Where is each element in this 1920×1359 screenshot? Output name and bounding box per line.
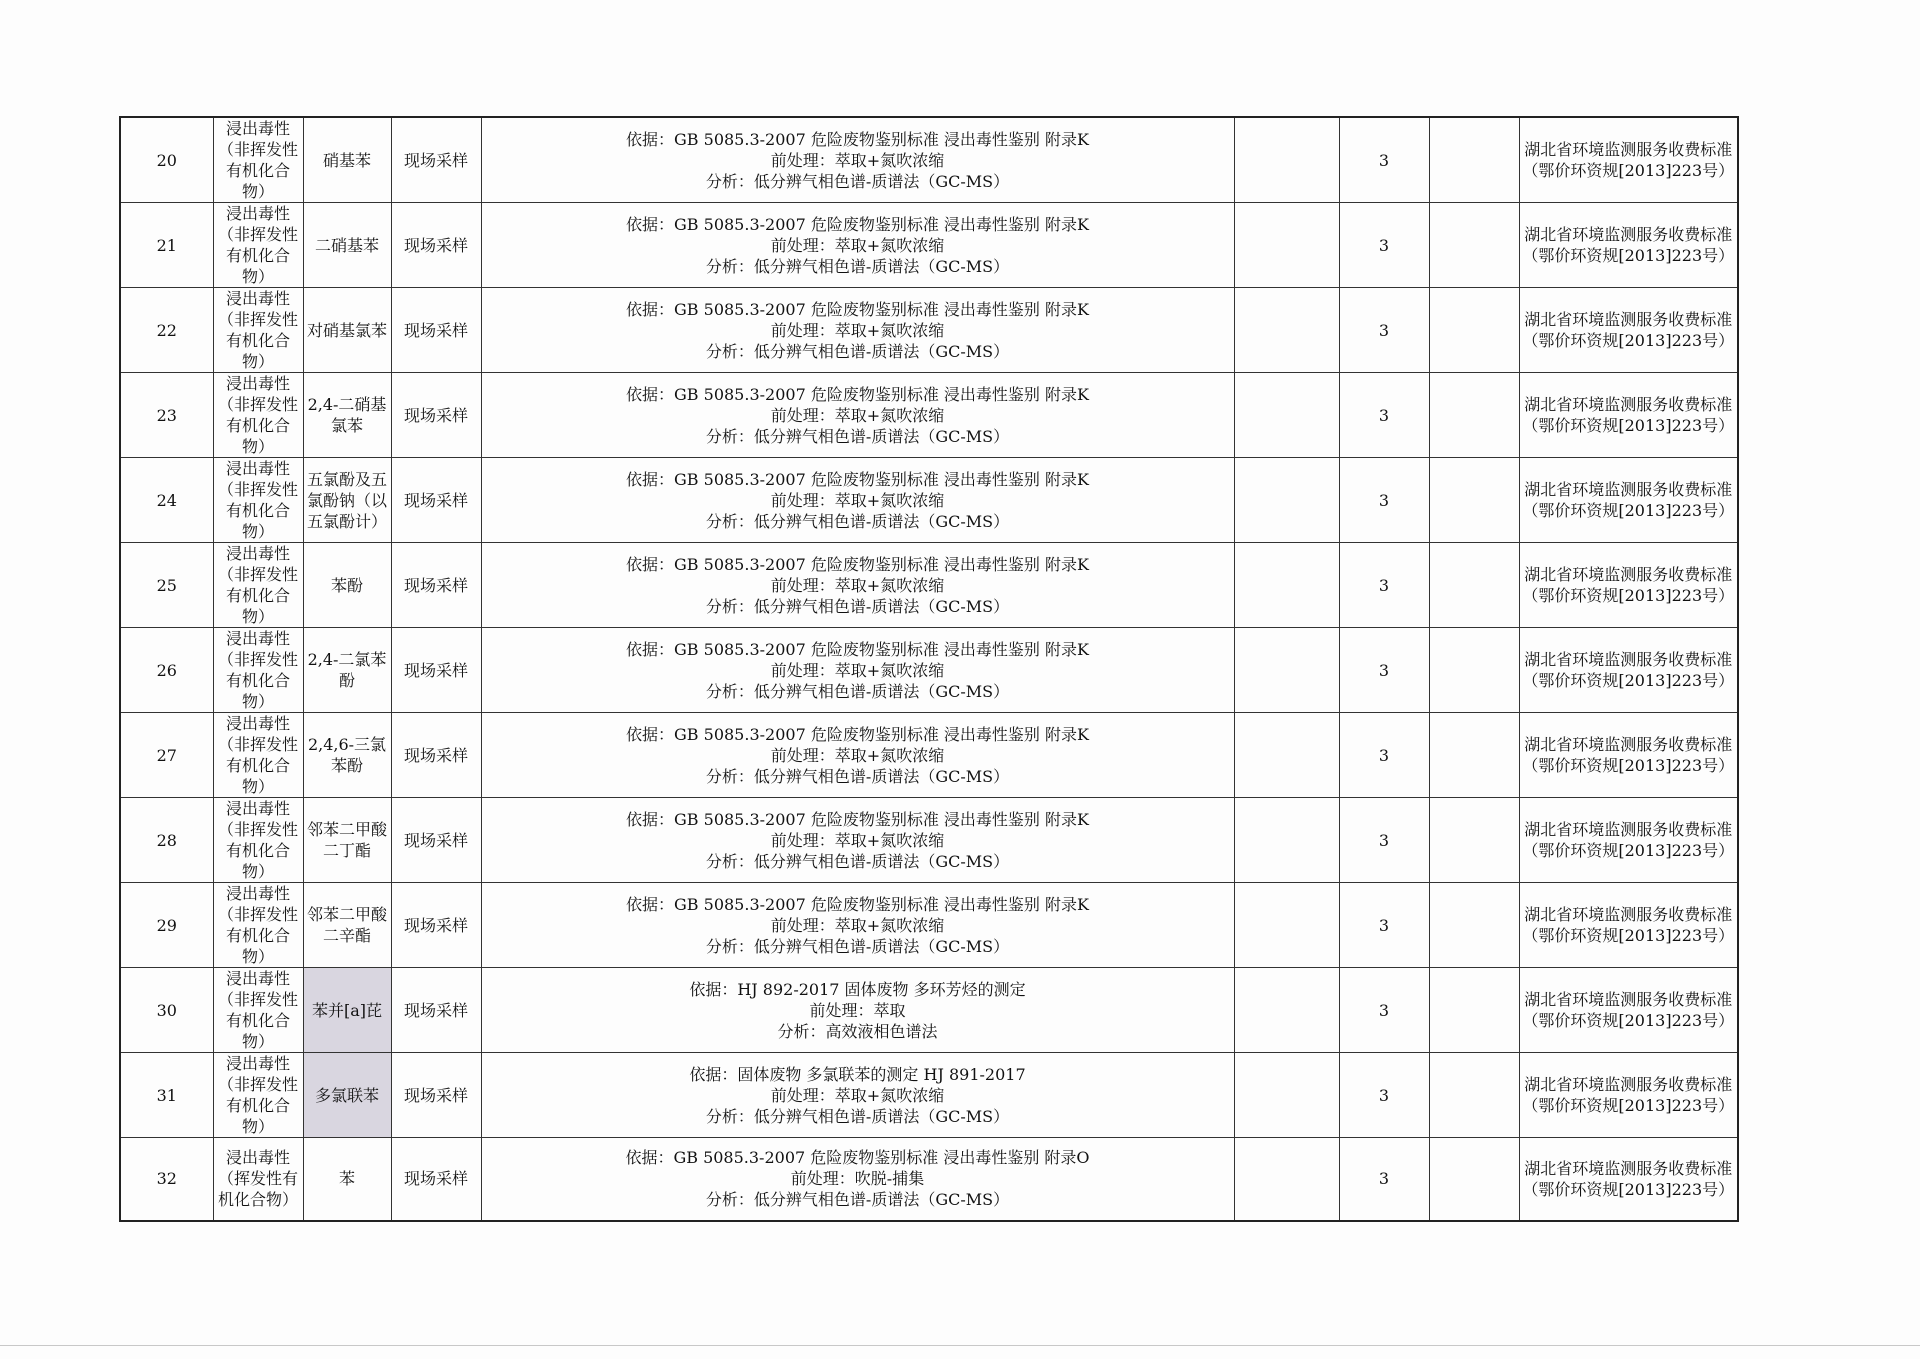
- method-pretreatment: 前处理：萃取+氮吹浓缩: [770, 150, 945, 170]
- row-number: 21: [120, 203, 213, 288]
- fee-standard-reference: （鄂价环资规[2013]223号）: [1522, 926, 1735, 945]
- method-analysis: 分析：低分辨气相色谱-质谱法（GC-MS）: [705, 936, 1010, 956]
- method-analysis: 分析：低分辨气相色谱-质谱法（GC-MS）: [705, 851, 1010, 871]
- empty-cell: [1429, 968, 1519, 1053]
- method-analysis: 分析：低分辨气相色谱-质谱法（GC-MS）: [705, 1106, 1010, 1126]
- test-category: 浸出毒性（非挥发性有机化合物）: [213, 288, 303, 373]
- fee-standard-reference: （鄂价环资规[2013]223号）: [1522, 586, 1735, 605]
- method-analysis: 分析：低分辨气相色谱-质谱法（GC-MS）: [705, 681, 1010, 701]
- analysis-method: [481, 713, 1234, 798]
- quantity: 3: [1339, 713, 1429, 798]
- test-category: 浸出毒性（非挥发性有机化合物）: [213, 628, 303, 713]
- sampling-method: 现场采样: [391, 117, 481, 203]
- empty-cell: [1429, 1053, 1519, 1138]
- method-analysis: 分析：低分辨气相色谱-质谱法（GC-MS）: [705, 511, 1010, 531]
- method-analysis: 分析：低分辨气相色谱-质谱法（GC-MS）: [705, 426, 1010, 446]
- fee-standard-reference: （鄂价环资规[2013]223号）: [1522, 246, 1735, 265]
- fee-standard: [1519, 713, 1738, 798]
- row-number: 31: [120, 1053, 213, 1138]
- method-basis: 依据：固体废物 多氯联苯的测定 HJ 891-2017: [689, 1064, 1026, 1084]
- empty-cell: [1234, 1138, 1339, 1221]
- method-analysis: 分析：高效液相色谱法: [777, 1021, 938, 1041]
- sampling-method: 现场采样: [391, 373, 481, 458]
- sampling-method: 现场采样: [391, 288, 481, 373]
- empty-cell: [1234, 117, 1339, 203]
- quantity: 3: [1339, 798, 1429, 883]
- row-number: 25: [120, 543, 213, 628]
- sampling-method: 现场采样: [391, 713, 481, 798]
- method-basis: 依据：GB 5085.3-2007 危险废物鉴别标准 浸出毒性鉴别 附录K: [626, 384, 1089, 404]
- empty-cell: [1234, 373, 1339, 458]
- table-row: [120, 543, 1738, 628]
- table-row: [120, 203, 1738, 288]
- method-pretreatment: 前处理：吹脱-捕集: [790, 1169, 925, 1189]
- test-category: 浸出毒性（挥发性有机化合物）: [213, 1138, 303, 1221]
- fee-standard: [1519, 117, 1738, 203]
- method-basis: 依据：HJ 892-2017 固体废物 多环芳烃的测定: [689, 979, 1026, 999]
- test-category: 浸出毒性（非挥发性有机化合物）: [213, 117, 303, 203]
- empty-cell: [1234, 713, 1339, 798]
- fee-standard: [1519, 543, 1738, 628]
- test-item: 五氯酚及五氯酚钠（以五氯酚计）: [303, 458, 391, 543]
- empty-cell: [1234, 458, 1339, 543]
- empty-cell: [1429, 458, 1519, 543]
- fee-standard-name: 湖北省环境监测服务收费标准: [1524, 225, 1733, 244]
- test-item: 苯酚: [303, 543, 391, 628]
- fee-standard-name: 湖北省环境监测服务收费标准: [1524, 1158, 1733, 1178]
- method-analysis: 分析：低分辨气相色谱-质谱法（GC-MS）: [705, 1190, 1010, 1210]
- analysis-method: [481, 288, 1234, 373]
- test-item: 苯: [303, 1138, 391, 1221]
- empty-cell: [1234, 883, 1339, 968]
- fee-standard-reference: （鄂价环资规[2013]223号）: [1522, 671, 1735, 690]
- row-number: 22: [120, 288, 213, 373]
- fee-standard-name: 湖北省环境监测服务收费标准: [1524, 140, 1733, 159]
- analysis-method: [481, 203, 1234, 288]
- monitoring-items-table: [119, 116, 1739, 1222]
- test-category: 浸出毒性（非挥发性有机化合物）: [213, 713, 303, 798]
- quantity: 3: [1339, 1053, 1429, 1138]
- sampling-method: 现场采样: [391, 798, 481, 883]
- empty-cell: [1429, 798, 1519, 883]
- row-number: 27: [120, 713, 213, 798]
- empty-cell: [1429, 288, 1519, 373]
- row-number: 28: [120, 798, 213, 883]
- method-basis: 依据：GB 5085.3-2007 危险废物鉴别标准 浸出毒性鉴别 附录K: [626, 299, 1089, 319]
- test-item: 多氯联苯: [303, 1053, 391, 1138]
- empty-cell: [1234, 543, 1339, 628]
- method-basis: 依据：GB 5085.3-2007 危险废物鉴别标准 浸出毒性鉴别 附录K: [626, 894, 1089, 914]
- fee-standard: [1519, 883, 1738, 968]
- sampling-method: 现场采样: [391, 543, 481, 628]
- table-row: [120, 883, 1738, 968]
- fee-standard-name: 湖北省环境监测服务收费标准: [1524, 1075, 1733, 1094]
- quantity: 3: [1339, 117, 1429, 203]
- method-pretreatment: 前处理：萃取+氮吹浓缩: [770, 915, 945, 935]
- row-number: 20: [120, 117, 213, 203]
- empty-cell: [1234, 628, 1339, 713]
- fee-standard: [1519, 1053, 1738, 1138]
- row-number: 32: [120, 1138, 213, 1221]
- method-basis: 依据：GB 5085.3-2007 危险废物鉴别标准 浸出毒性鉴别 附录K: [626, 724, 1089, 744]
- analysis-method: [481, 1053, 1234, 1138]
- empty-cell: [1429, 117, 1519, 203]
- method-basis: 依据：GB 5085.3-2007 危险废物鉴别标准 浸出毒性鉴别 附录K: [626, 639, 1089, 659]
- quantity: 3: [1339, 968, 1429, 1053]
- fee-standard-reference: （鄂价环资规[2013]223号）: [1522, 416, 1735, 435]
- scan-artifact-line: [0, 1345, 1920, 1346]
- sampling-method: 现场采样: [391, 1053, 481, 1138]
- analysis-method: [481, 117, 1234, 203]
- empty-cell: [1429, 713, 1519, 798]
- empty-cell: [1429, 1138, 1519, 1221]
- table-row: [120, 798, 1738, 883]
- empty-cell: [1234, 968, 1339, 1053]
- method-pretreatment: 前处理：萃取+氮吹浓缩: [770, 575, 945, 595]
- method-pretreatment: 前处理：萃取+氮吹浓缩: [770, 405, 945, 425]
- table-row: [120, 458, 1738, 543]
- fee-standard: [1519, 288, 1738, 373]
- row-number: 30: [120, 968, 213, 1053]
- method-pretreatment: 前处理：萃取: [809, 1000, 906, 1020]
- quantity: 3: [1339, 203, 1429, 288]
- empty-cell: [1234, 203, 1339, 288]
- sampling-method: 现场采样: [391, 883, 481, 968]
- fee-standard-reference: （鄂价环资规[2013]223号）: [1522, 1096, 1735, 1115]
- analysis-method: [481, 883, 1234, 968]
- table-body: [120, 117, 1738, 1221]
- table-row: [120, 373, 1738, 458]
- quantity: 3: [1339, 628, 1429, 713]
- empty-cell: [1234, 1053, 1339, 1138]
- empty-cell: [1234, 288, 1339, 373]
- test-category: 浸出毒性（非挥发性有机化合物）: [213, 458, 303, 543]
- quantity: 3: [1339, 458, 1429, 543]
- method-analysis: 分析：低分辨气相色谱-质谱法（GC-MS）: [705, 341, 1010, 361]
- row-number: 24: [120, 458, 213, 543]
- fee-standard-name: 湖北省环境监测服务收费标准: [1524, 735, 1733, 754]
- test-category: 浸出毒性（非挥发性有机化合物）: [213, 373, 303, 458]
- empty-cell: [1429, 203, 1519, 288]
- test-item: 对硝基氯苯: [303, 288, 391, 373]
- quantity: 3: [1339, 1138, 1429, 1221]
- fee-standard-name: 湖北省环境监测服务收费标准: [1524, 820, 1733, 839]
- fee-standard: [1519, 1138, 1738, 1221]
- fee-standard-reference: （鄂价环资规[2013]223号）: [1522, 1179, 1735, 1199]
- fee-standard-name: 湖北省环境监测服务收费标准: [1524, 480, 1733, 499]
- table-row: [120, 288, 1738, 373]
- sampling-method: 现场采样: [391, 203, 481, 288]
- empty-cell: [1429, 883, 1519, 968]
- empty-cell: [1429, 628, 1519, 713]
- test-category: 浸出毒性（非挥发性有机化合物）: [213, 1053, 303, 1138]
- fee-standard-name: 湖北省环境监测服务收费标准: [1524, 395, 1733, 414]
- sampling-method: 现场采样: [391, 968, 481, 1053]
- fee-standard-name: 湖北省环境监测服务收费标准: [1524, 990, 1733, 1009]
- method-pretreatment: 前处理：萃取+氮吹浓缩: [770, 490, 945, 510]
- method-analysis: 分析：低分辨气相色谱-质谱法（GC-MS）: [705, 256, 1010, 276]
- row-number: 29: [120, 883, 213, 968]
- method-analysis: 分析：低分辨气相色谱-质谱法（GC-MS）: [705, 766, 1010, 786]
- quantity: 3: [1339, 543, 1429, 628]
- method-analysis: 分析：低分辨气相色谱-质谱法（GC-MS）: [705, 171, 1010, 191]
- fee-standard-reference: （鄂价环资规[2013]223号）: [1522, 331, 1735, 350]
- table-row: [120, 628, 1738, 713]
- table-row: [120, 117, 1738, 203]
- test-item: 邻苯二甲酸二辛酯: [303, 883, 391, 968]
- fee-standard-reference: （鄂价环资规[2013]223号）: [1522, 1011, 1735, 1030]
- method-pretreatment: 前处理：萃取+氮吹浓缩: [770, 830, 945, 850]
- test-category: 浸出毒性（非挥发性有机化合物）: [213, 543, 303, 628]
- test-item: 2,4-二氯苯酚: [303, 628, 391, 713]
- method-basis: 依据：GB 5085.3-2007 危险废物鉴别标准 浸出毒性鉴别 附录K: [626, 809, 1089, 829]
- method-pretreatment: 前处理：萃取+氮吹浓缩: [770, 745, 945, 765]
- table-row: [120, 968, 1738, 1053]
- method-basis: 依据：GB 5085.3-2007 危险废物鉴别标准 浸出毒性鉴别 附录K: [626, 469, 1089, 489]
- method-pretreatment: 前处理：萃取+氮吹浓缩: [770, 660, 945, 680]
- analysis-method: [481, 1138, 1234, 1221]
- fee-standard: [1519, 373, 1738, 458]
- fee-standard-name: 湖北省环境监测服务收费标准: [1524, 565, 1733, 584]
- fee-standard: [1519, 968, 1738, 1053]
- test-item: 邻苯二甲酸二丁酯: [303, 798, 391, 883]
- analysis-method: [481, 628, 1234, 713]
- fee-standard-reference: （鄂价环资规[2013]223号）: [1522, 841, 1735, 860]
- test-category: 浸出毒性（非挥发性有机化合物）: [213, 883, 303, 968]
- analysis-method: [481, 968, 1234, 1053]
- test-category: 浸出毒性（非挥发性有机化合物）: [213, 798, 303, 883]
- method-basis: 依据：GB 5085.3-2007 危险废物鉴别标准 浸出毒性鉴别 附录K: [626, 214, 1089, 234]
- quantity: 3: [1339, 373, 1429, 458]
- row-number: 23: [120, 373, 213, 458]
- method-basis: 依据：GB 5085.3-2007 危险废物鉴别标准 浸出毒性鉴别 附录O: [625, 1148, 1090, 1168]
- method-pretreatment: 前处理：萃取+氮吹浓缩: [770, 320, 945, 340]
- analysis-method: [481, 373, 1234, 458]
- fee-standard-name: 湖北省环境监测服务收费标准: [1524, 310, 1733, 329]
- empty-cell: [1429, 373, 1519, 458]
- test-item: 苯并[a]芘: [303, 968, 391, 1053]
- analysis-method: [481, 458, 1234, 543]
- empty-cell: [1429, 543, 1519, 628]
- test-item: 2,4-二硝基氯苯: [303, 373, 391, 458]
- fee-standard-name: 湖北省环境监测服务收费标准: [1524, 650, 1733, 669]
- method-pretreatment: 前处理：萃取+氮吹浓缩: [770, 235, 945, 255]
- method-basis: 依据：GB 5085.3-2007 危险废物鉴别标准 浸出毒性鉴别 附录K: [626, 554, 1089, 574]
- method-basis: 依据：GB 5085.3-2007 危险废物鉴别标准 浸出毒性鉴别 附录K: [626, 129, 1089, 149]
- table-row: [120, 1138, 1738, 1221]
- fee-standard-reference: （鄂价环资规[2013]223号）: [1522, 501, 1735, 520]
- test-item: 二硝基苯: [303, 203, 391, 288]
- sampling-method: 现场采样: [391, 1138, 481, 1221]
- fee-standard: [1519, 458, 1738, 543]
- test-item: 硝基苯: [303, 117, 391, 203]
- fee-standard-reference: （鄂价环资规[2013]223号）: [1522, 756, 1735, 775]
- row-number: 26: [120, 628, 213, 713]
- fee-standard-reference: （鄂价环资规[2013]223号）: [1522, 161, 1735, 180]
- fee-standard: [1519, 798, 1738, 883]
- table-row: [120, 713, 1738, 798]
- table-row: [120, 1053, 1738, 1138]
- quantity: 3: [1339, 883, 1429, 968]
- sampling-method: 现场采样: [391, 628, 481, 713]
- method-pretreatment: 前处理：萃取+氮吹浓缩: [770, 1085, 945, 1105]
- test-category: 浸出毒性（非挥发性有机化合物）: [213, 968, 303, 1053]
- test-item: 2,4,6-三氯苯酚: [303, 713, 391, 798]
- sampling-method: 现场采样: [391, 458, 481, 543]
- quantity: 3: [1339, 288, 1429, 373]
- analysis-method: [481, 543, 1234, 628]
- fee-standard: [1519, 203, 1738, 288]
- fee-standard: [1519, 628, 1738, 713]
- empty-cell: [1234, 798, 1339, 883]
- analysis-method: [481, 798, 1234, 883]
- fee-standard-name: 湖北省环境监测服务收费标准: [1524, 905, 1733, 924]
- test-category: 浸出毒性（非挥发性有机化合物）: [213, 203, 303, 288]
- method-analysis: 分析：低分辨气相色谱-质谱法（GC-MS）: [705, 596, 1010, 616]
